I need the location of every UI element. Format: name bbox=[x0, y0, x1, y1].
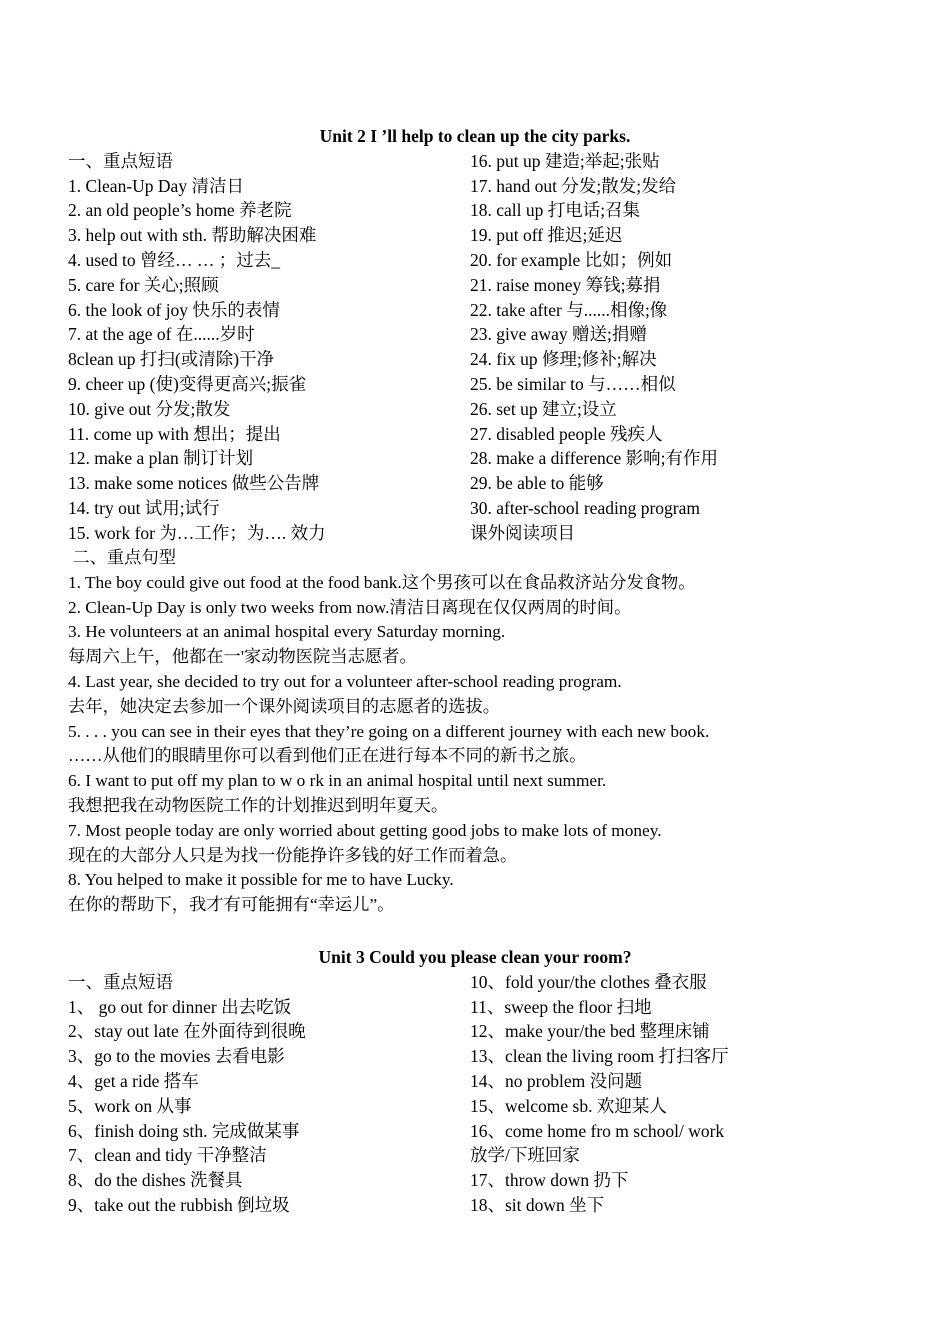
phrase-item: 放学/下班回家 bbox=[470, 1145, 580, 1166]
phrase-item: 10. give out 分发;散发 bbox=[68, 398, 231, 419]
phrase-item: 8clean up 打扫(或清除)干净 bbox=[68, 349, 275, 370]
phrase-item: 29. be able to 能够 bbox=[470, 473, 604, 494]
sentence-line: 去年，她决定去参加一个课外阅读项目的志愿者的选拔。 bbox=[68, 696, 501, 716]
sentence-line: 我想把我在动物医院工作的计划推迟到明年夏天。 bbox=[68, 795, 449, 815]
phrase-item: 课外阅读项目 bbox=[470, 522, 575, 543]
phrase-item: 12. make a plan 制订计划 bbox=[68, 448, 254, 469]
unit3-phrases-left-column bbox=[68, 970, 468, 1218]
unit2-sentences-heading: 二、重点句型 bbox=[68, 548, 177, 567]
unit2-title: Unit 2 I ’ll help to clean up the city parks. bbox=[319, 126, 631, 146]
phrase-item: 4、get a ride 搭车 bbox=[68, 1070, 199, 1091]
phrase-item: 13、clean the living room 打扫客厅 bbox=[470, 1046, 729, 1067]
phrase-item: 1. Clean-Up Day 清洁日 bbox=[68, 175, 244, 196]
phrase-item: 2、stay out late 在外面待到很晚 bbox=[68, 1021, 306, 1042]
sentence-line: 8. You helped to make it possible for me to have Lucky. bbox=[68, 870, 454, 890]
phrase-item: 13. make some notices 做些公告牌 bbox=[68, 473, 320, 494]
phrase-item: 5、work on 从事 bbox=[68, 1095, 192, 1116]
phrase-item: 9. cheer up (使)变得更高兴;振雀 bbox=[68, 373, 307, 394]
phrase-item: 6. the look of joy 快乐的表情 bbox=[68, 299, 280, 320]
unit3-phrases bbox=[68, 970, 908, 1220]
phrase-item: 24. fix up 修理;修补;解决 bbox=[470, 349, 657, 370]
unit3-title: Unit 3 Could you please clean your room? bbox=[318, 947, 632, 967]
phrase-item: 8、do the dishes 洗餐具 bbox=[68, 1170, 243, 1191]
phrase-item: 14. try out 试用;试行 bbox=[68, 497, 220, 518]
phrase-item: 2. an old people’s home 养老院 bbox=[68, 200, 292, 221]
phrase-item: 4. used to 曾经… … ；过去_ bbox=[68, 249, 280, 270]
sentence-line: 每周六上午，他都在一'家动物医院当志愿者。 bbox=[68, 647, 417, 667]
phrase-item: 20. for example 比如；例如 bbox=[470, 249, 673, 270]
phrase-item: 1、 go out for dinner 出去吃饭 bbox=[68, 996, 292, 1017]
unit3-phrases-right-column bbox=[470, 970, 910, 1218]
phrase-item: 7、clean and tidy 干净整洁 bbox=[68, 1145, 267, 1166]
phrase-item: 3. help out with sth. 帮助解决困难 bbox=[68, 225, 317, 246]
phrase-item: 7. at the age of 在......岁时 bbox=[68, 324, 255, 345]
sentence-line: 5. . . . you can see in their eyes that they’re going on a different journey with each new book. bbox=[68, 721, 710, 741]
phrase-item: 26. set up 建立;设立 bbox=[470, 398, 617, 419]
phrase-item: 27. disabled people 残疾人 bbox=[470, 423, 663, 444]
sentence-line: ……从他们的眼睛里你可以看到他们正在进行每本不同的新书之旅。 bbox=[68, 746, 587, 766]
sentence-line: 2. Clean-Up Day is only two weeks from now.清洁日离现在仅仅两周的时间。 bbox=[68, 597, 632, 617]
phrase-item: 3、go to the movies 去看电影 bbox=[68, 1046, 285, 1067]
phrase-item: 19. put off 推迟;延迟 bbox=[470, 225, 623, 246]
phrase-item: 15、welcome sb. 欢迎某人 bbox=[470, 1095, 667, 1116]
phrase-item: 25. be similar to 与……相似 bbox=[470, 373, 676, 394]
phrase-item: 9、take out the rubbish 倒垃圾 bbox=[68, 1194, 290, 1215]
phrase-item: 28. make a difference 影响;有作用 bbox=[470, 448, 718, 469]
sentence-line: 7. Most people today are only worried about getting good jobs to make lots of money. bbox=[68, 820, 662, 840]
phrase-item: 22. take after 与......相像;像 bbox=[470, 299, 668, 320]
sentence-line: 6. I want to put off my plan to w o rk in an animal hospital until next summer. bbox=[68, 771, 607, 791]
phrase-item: 18、sit down 坐下 bbox=[470, 1194, 605, 1215]
phrase-item: 15. work for 为…工作；为…. 效力 bbox=[68, 522, 326, 543]
phrase-item: 23. give away 赠送;捐赠 bbox=[470, 324, 647, 345]
unit2-sentences bbox=[68, 546, 928, 918]
phrase-item: 5. care for 关心;照顾 bbox=[68, 274, 219, 295]
phrase-item: 14、no problem 没问题 bbox=[470, 1070, 643, 1091]
sentence-line: 在你的帮助下，我才有可能拥有“幸运儿”。 bbox=[68, 895, 395, 915]
sentence-line: 3. He volunteers at an animal hospital every Saturday morning. bbox=[68, 622, 506, 642]
phrase-item: 18. call up 打电话;召集 bbox=[470, 200, 641, 221]
phrase-item: 17、throw down 扔下 bbox=[470, 1170, 629, 1191]
unit2-phrases bbox=[68, 149, 908, 546]
unit2-phrases-heading: 一、重点短语 bbox=[68, 150, 173, 171]
phrase-item: 10、fold your/the clothes 叠衣服 bbox=[470, 971, 707, 992]
phrase-item: 16. put up 建造;举起;张贴 bbox=[470, 150, 660, 171]
phrase-item: 6、finish doing sth. 完成做某事 bbox=[68, 1120, 300, 1141]
unit3-phrases-heading: 一、重点短语 bbox=[68, 971, 173, 992]
phrase-item: 12、make your/the bed 整理床铺 bbox=[470, 1021, 710, 1042]
phrase-item: 17. hand out 分发;散发;发给 bbox=[470, 175, 677, 196]
sentence-line: 4. Last year, she decided to try out for a volunteer after-school reading program. bbox=[68, 671, 622, 691]
phrase-item: 21. raise money 筹钱;募捐 bbox=[470, 274, 661, 295]
phrase-item: 30. after-school reading program bbox=[470, 497, 700, 518]
phrase-item: 11. come up with 想出；提出 bbox=[68, 423, 281, 444]
sentence-line: 现在的大部分人只是为找一份能挣许多钱的好工作而着急。 bbox=[68, 845, 518, 865]
unit2-phrases-right-column bbox=[470, 149, 910, 546]
sentence-line: 1. The boy could give out food at the food bank.这个男孩可以在食品救济站分发食物。 bbox=[68, 572, 696, 592]
phrase-item: 16、come home fro m school/ work bbox=[470, 1120, 725, 1141]
unit2-phrases-left-column bbox=[68, 149, 468, 546]
phrase-item: 11、sweep the floor 扫地 bbox=[470, 996, 652, 1017]
